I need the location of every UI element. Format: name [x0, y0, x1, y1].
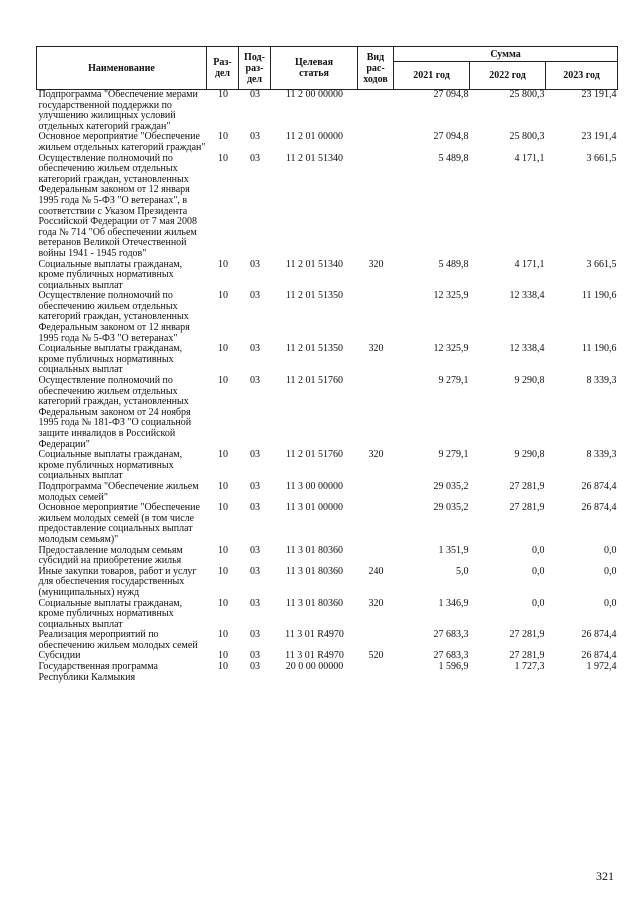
header-expense-type: Вид рас- ходов [358, 47, 394, 90]
row-sum-2022: 4 171,1 [514, 258, 545, 270]
row-target-article: 11 3 01 80360 [285, 597, 344, 609]
row-expense-type: 320 [368, 449, 384, 461]
row-target-article: 11 2 01 51340 [285, 258, 344, 270]
row-expense-type [358, 90, 394, 133]
table-row [37, 567, 618, 599]
row-sum-2023: 1 972,4 [586, 661, 617, 673]
row-expense-type: 320 [368, 343, 384, 355]
row-name: Осуществление полномочий по обеспечению жильем отдельных категорий граждан, установленных Федеральным законом от 12 января 1995 года № 5-ФЗ "О ветеранах" [38, 290, 190, 344]
row-sum-2023: 11 190,6 [581, 343, 617, 355]
row-podrazdel: 03 [250, 629, 260, 641]
header-year-2023: 2023 год [546, 62, 618, 90]
table-row [37, 132, 618, 153]
table-row [37, 662, 618, 683]
row-sum-2021: 1 346,9 [438, 597, 469, 609]
row-sum-2022: 27 281,9 [509, 502, 545, 514]
row-podrazdel: 03 [250, 152, 260, 164]
row-target-article: 11 2 01 51760 [285, 375, 344, 387]
row-sum-2021: 27 683,3 [433, 650, 469, 662]
header-name: Наименование [37, 47, 207, 90]
row-target-article: 11 3 01 00000 [285, 502, 344, 514]
row-sum-2021: 9 279,1 [438, 375, 469, 387]
row-sum-2022: 0,0 [532, 544, 545, 556]
table-row [37, 546, 618, 567]
table-body [37, 90, 618, 684]
row-sum-2023: 23 191,4 [581, 89, 617, 100]
row-target-article: 11 2 01 00000 [285, 131, 344, 143]
table-row [37, 291, 618, 344]
row-razdel: 10 [218, 131, 228, 143]
row-podrazdel: 03 [250, 290, 260, 302]
row-podrazdel: 03 [250, 565, 260, 577]
row-sum-2021: 5 489,8 [438, 152, 469, 164]
row-sum-2023: 0,0 [604, 544, 617, 556]
table-header [37, 47, 618, 90]
header-year-2021: 2021 год [394, 62, 470, 90]
row-sum-2023: 26 874,4 [581, 650, 617, 662]
row-razdel: 10 [218, 597, 228, 609]
row-name: Осуществление полномочий по обеспечению жильем отдельных категорий граждан, установленных Федеральным законом от 12 января 1995 года № 5-ФЗ "О ветеранах", в соответствии с Указом Президента Российской Федерации от 7 мая 2008 года № 714 "Об обеспечении жильем ветеранов Великой Отечественной войны 1941 - 1945 годов" [38, 152, 198, 259]
row-razdel: 10 [218, 375, 228, 387]
row-name: Основное мероприятие "Обеспечение жильем молодых семей (в том числе предоставление социальных выплат молодым семьям)" [38, 502, 200, 545]
row-name: Иные закупки товаров, работ и услуг для обеспечения государственных (муниципальных) нужд [38, 565, 197, 598]
row-sum-2023: 26 874,4 [581, 480, 617, 492]
row-name: Реализация мероприятий по обеспечению жильем молодых семей [38, 629, 198, 651]
row-expense-type [358, 154, 394, 260]
row-sum-2023: 8 339,3 [586, 449, 617, 461]
row-sum-2023: 3 661,5 [586, 152, 617, 164]
row-sum-2022: 9 290,8 [514, 449, 545, 461]
row-sum-2021: 5,0 [456, 565, 469, 577]
row-sum-2022: 4 171,1 [514, 152, 545, 164]
row-target-article: 11 2 01 51350 [285, 343, 344, 355]
row-razdel: 10 [218, 152, 228, 164]
row-razdel: 10 [218, 343, 228, 355]
row-razdel: 10 [218, 661, 228, 673]
row-expense-type [358, 630, 394, 651]
row-sum-2021: 12 325,9 [433, 343, 469, 355]
row-razdel: 10 [218, 650, 228, 662]
table-row [37, 90, 618, 133]
row-target-article: 11 3 01 80360 [285, 544, 344, 556]
row-sum-2022: 27 281,9 [509, 480, 545, 492]
row-podrazdel: 03 [250, 375, 260, 387]
row-podrazdel: 03 [250, 89, 260, 100]
row-sum-2023: 0,0 [604, 597, 617, 609]
row-expense-type: 240 [368, 565, 384, 577]
row-sum-2023: 26 874,4 [581, 629, 617, 641]
row-target-article: 11 2 01 51760 [285, 449, 344, 461]
row-expense-type: 520 [368, 650, 384, 662]
table-row [37, 154, 618, 260]
row-expense-type [358, 546, 394, 567]
row-podrazdel: 03 [250, 597, 260, 609]
row-razdel: 10 [218, 565, 228, 577]
row-sum-2023: 8 339,3 [586, 375, 617, 387]
row-sum-2022: 1 727,3 [514, 661, 545, 673]
table-row [37, 260, 618, 292]
header-year-2022: 2022 год [470, 62, 546, 90]
row-podrazdel: 03 [250, 502, 260, 514]
table-row [37, 482, 618, 503]
row-podrazdel: 03 [250, 661, 260, 673]
row-sum-2021: 5 489,8 [438, 258, 469, 270]
row-target-article: 11 2 00 00000 [285, 89, 344, 100]
row-sum-2022: 12 338,4 [509, 343, 545, 355]
row-sum-2022: 9 290,8 [514, 375, 545, 387]
row-sum-2023: 11 190,6 [581, 290, 617, 302]
row-razdel: 10 [218, 502, 228, 514]
row-target-article: 20 0 00 00000 [285, 661, 344, 673]
row-podrazdel: 03 [250, 258, 260, 270]
row-sum-2021: 27 094,8 [433, 89, 469, 100]
row-podrazdel: 03 [250, 449, 260, 461]
row-name: Подпрограмма "Обеспечение жильем молодых семей" [38, 480, 199, 503]
header-razdel: Раз- дел [207, 47, 239, 90]
row-name: Подпрограмма "Обеспечение мерами государственной поддержки по улучшению жилищных условий отдельных категорий граждан" [38, 89, 198, 132]
row-expense-type [358, 291, 394, 344]
row-name: Основное мероприятие "Обеспечение жильем отдельных категорий граждан" [38, 131, 206, 153]
row-sum-2022: 0,0 [532, 597, 545, 609]
row-name: Предоставление молодым семьям субсидий на приобретение жилья [38, 544, 183, 567]
row-target-article: 11 3 01 80360 [285, 565, 344, 577]
row-razdel: 10 [218, 629, 228, 641]
table-row [37, 599, 618, 631]
row-sum-2021: 27 683,3 [433, 629, 469, 641]
row-podrazdel: 03 [250, 131, 260, 143]
row-sum-2023: 3 661,5 [586, 258, 617, 270]
row-expense-type: 320 [368, 597, 384, 609]
row-expense-type [358, 662, 394, 683]
row-podrazdel: 03 [250, 650, 260, 662]
row-name: Социальные выплаты гражданам, кроме публичных нормативных социальных выплат [38, 343, 183, 376]
row-sum-2023: 23 191,4 [581, 131, 617, 143]
table-row [37, 630, 618, 651]
row-expense-type [358, 482, 394, 503]
row-sum-2022: 27 281,9 [509, 650, 545, 662]
row-sum-2023: 0,0 [604, 565, 617, 577]
table-row [37, 344, 618, 376]
row-podrazdel: 03 [250, 544, 260, 556]
row-sum-2021: 1 351,9 [438, 544, 469, 556]
row-razdel: 10 [218, 290, 228, 302]
row-razdel: 10 [218, 449, 228, 461]
row-razdel: 10 [218, 480, 228, 492]
row-razdel: 10 [218, 258, 228, 270]
row-sum-2022: 27 281,9 [509, 629, 545, 641]
row-sum-2023: 26 874,4 [581, 502, 617, 514]
row-sum-2022: 25 800,3 [509, 131, 545, 143]
row-expense-type [358, 376, 394, 450]
table-row [37, 503, 618, 545]
row-expense-type [358, 503, 394, 545]
row-podrazdel: 03 [250, 343, 260, 355]
row-expense-type [358, 132, 394, 153]
row-name: Социальные выплаты гражданам, кроме публичных нормативных социальных выплат [38, 597, 183, 630]
table-row [37, 376, 618, 450]
row-name: Государственная программа Республики Калмыкия [38, 661, 158, 683]
row-sum-2021: 12 325,9 [433, 290, 469, 302]
header-target-article: Целевая статья [271, 47, 358, 90]
row-target-article: 11 3 00 00000 [285, 480, 344, 492]
budget-table-page [36, 46, 617, 683]
budget-table [36, 46, 618, 683]
row-target-article: 11 3 01 R4970 [285, 629, 344, 641]
row-razdel: 10 [218, 89, 228, 100]
row-sum-2022: 0,0 [532, 565, 545, 577]
row-name: Субсидии [38, 650, 81, 662]
row-sum-2022: 12 338,4 [509, 290, 545, 302]
row-name: Социальные выплаты гражданам, кроме публичных нормативных социальных выплат [38, 449, 183, 482]
header-podrazdel: Под- раз- дел [239, 47, 271, 90]
row-target-article: 11 2 01 51340 [285, 152, 344, 164]
row-sum-2021: 29 035,2 [433, 502, 469, 514]
table-row [37, 450, 618, 482]
row-name: Социальные выплаты гражданам, кроме публичных нормативных социальных выплат [38, 258, 183, 291]
row-name: Осуществление полномочий по обеспечению жильем отдельных категорий граждан, установленных Федеральным законом от 24 ноября 1995 года № 181-ФЗ "О социальной защите инвалидов в Российской Федерации" [38, 375, 192, 450]
row-target-article: 11 2 01 51350 [285, 290, 344, 302]
row-target-article: 11 3 01 R4970 [285, 650, 344, 662]
row-sum-2021: 1 596,9 [438, 661, 469, 673]
row-sum-2021: 9 279,1 [438, 449, 469, 461]
row-sum-2021: 29 035,2 [433, 480, 469, 492]
row-sum-2022: 25 800,3 [509, 89, 545, 100]
row-expense-type: 320 [368, 258, 384, 270]
page-number: 321 [596, 869, 614, 883]
header-sum: Сумма [394, 47, 618, 62]
row-podrazdel: 03 [250, 480, 260, 492]
row-sum-2021: 27 094,8 [433, 131, 469, 143]
row-razdel: 10 [218, 544, 228, 556]
